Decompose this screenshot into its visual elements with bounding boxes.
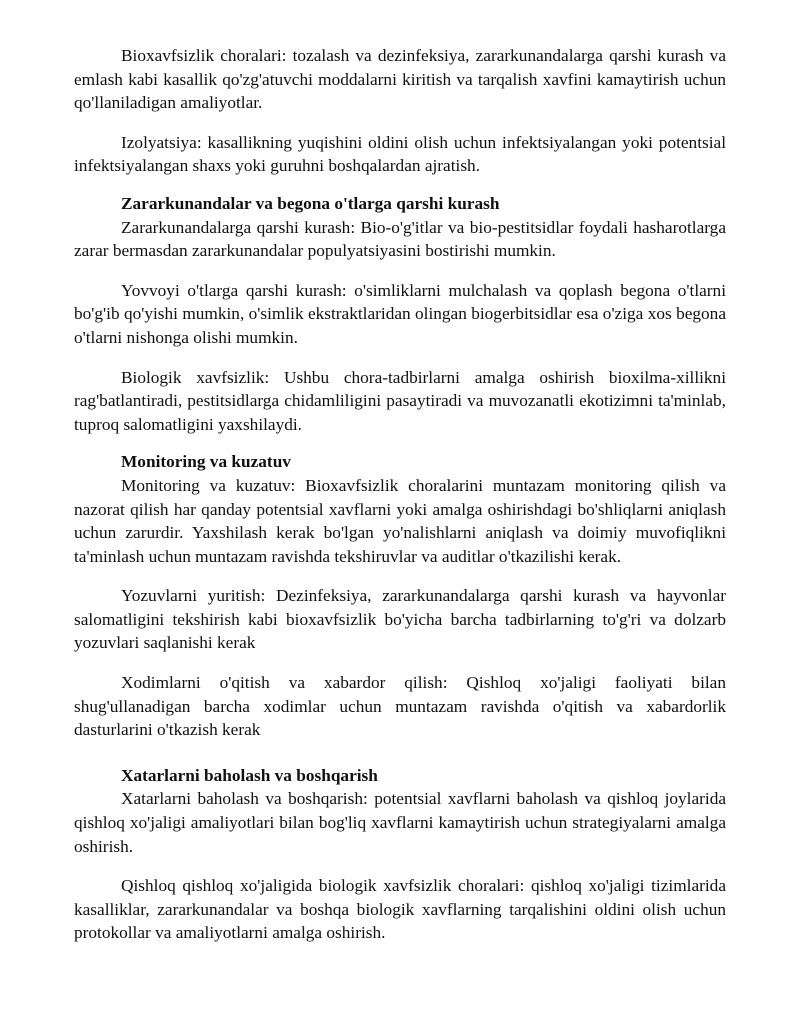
paragraph-staff-training: Xodimlarni o'qitish va xabardor qilish: Qishloq xo'jaligi faoliyati bilan shug'ullanadigan barcha xodimlar uchun muntazam ravishda o'qitish va xabardorlik dasturlarini o'tkazish kerak <box>74 673 726 740</box>
paragraph-rural-biosecurity: Qishloq qishloq xo'jaligida biologik xavfsizlik choralari: qishloq xo'jaligi tizimlarida kasalliklar, zararkunandalar va boshqa biologik xavflarning tarqalishini oldini olish uchun protokollar va amaliyotlarni amalga oshirish. <box>74 876 726 943</box>
heading-pest-weed-control: Zararkunandalar va begona o'tlarga qarshi kurash <box>121 193 500 213</box>
document-page <box>74 44 726 945</box>
paragraph-record-keeping: Yozuvlarni yuritish: Dezinfeksiya, zararkunandalarga qarshi kurash va hayvonlar salomatligini tekshirish kabi bioxavfsizlik bo'yicha barcha tadbirlarning to'g'ri va dolzarb yozuvlari saqlanishi kerak <box>74 586 726 653</box>
paragraph-biosecurity-measures: Bioxavfsizlik choralari: tozalash va dezinfeksiya, zararkunandalarga qarshi kurash va emlash kabi kasallik qo'zg'atuvchi moddalarni kiritish va tarqalish xavfini kamaytirish uchun qo'llaniladigan amaliyotlar. <box>74 46 726 113</box>
paragraph-monitoring: Monitoring va kuzatuv: Bioxavfsizlik choralarini muntazam monitoring qilish va nazorat qilish har qanday potentsial xavflarni yoki amalga oshirishdagi bo'shliqlarni aniqlash uchun zarurdir. Yaxshilash kerak bo'lgan yo'nalishlarni aniqlash va doimiy muvofiqlikni ta'minlash uchun muntazam ravishda tekshiruvlar va auditlar o'tkazilishi kerak. <box>74 475 726 566</box>
paragraph-isolation: Izolyatsiya: kasallikning yuqishini oldini olish uchun infektsiyalangan yoki potentsial infektsiyalangan shaxs yoki guruhni boshqalardan ajratish. <box>74 132 726 176</box>
paragraph-weed-control: Yovvoyi o'tlarga qarshi kurash: o'simliklarni mulchalash va qoplash begona o'tlarni bo'g'ib qo'yishi mumkin, o'simlik ekstraktlaridan olingan biogerbitsidlar esa o'ziga xos begona o'tlarni nishonga olishi mumkin. <box>74 280 726 347</box>
paragraph-risk-assessment: Xatarlarni baholash va boshqarish: potentsial xavflarni baholash va qishloq joylarida qishloq xo'jaligi amaliyotlari bilan bog'liq xavflarni kamaytirish uchun strategiyalarni amalga oshirish. <box>74 789 726 856</box>
heading-risk-assessment: Xatarlarni baholash va boshqarish <box>121 765 378 785</box>
paragraph-pest-control: Zararkunandalarga qarshi kurash: Bio-o'g'itlar va bio-pestitsidlar foydali hasharotlarga zarar bermasdan zararkunandalar populyatsiyasini bostirishi mumkin. <box>74 217 726 261</box>
heading-monitoring: Monitoring va kuzatuv <box>121 452 291 472</box>
paragraph-biological-safety: Biologik xavfsizlik: Ushbu chora-tadbirlarni amalga oshirish bioxilma-xillikni rag'batlantiradi, pestitsidlarga chidamliligini pasaytiradi va muvozanatli ekotizimni ta'minlab, tuproq salomatligini yaxshilaydi. <box>74 367 726 434</box>
